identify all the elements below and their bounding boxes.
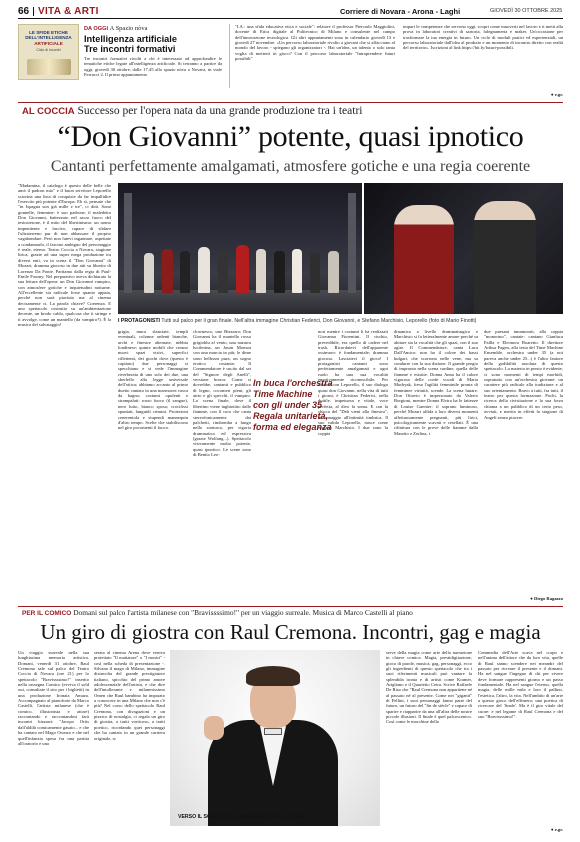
article1-headline: “Don Giovanni” potente, quasi ipnotico — [57, 120, 524, 153]
article1-signature: ● Diego Ragazzo — [530, 596, 563, 601]
stage-performer — [144, 253, 154, 293]
brief-image-line: LE SFIDE ETICHE — [29, 30, 68, 35]
page-number: 66 — [18, 6, 30, 17]
stage-performer — [292, 249, 302, 293]
pullquote-line: forma ed eleganza — [253, 422, 332, 432]
brief-image-art — [27, 59, 71, 75]
brief-image-sub: Ciclo di incontri — [36, 48, 61, 53]
issue-date: GIOVEDÌ 30 OTTOBRE 2025 — [490, 8, 563, 14]
article1-kicker-label: AL COCCIA — [22, 106, 75, 117]
article1-kicker — [22, 104, 562, 119]
singer-leporello — [474, 201, 536, 314]
article2-column-4: Commedia dell'Arte scava nel corpo e nell'anima dell'attore che da loro vita, quelle di Raul sanno scendere nei meandri del passato per ricreare il presente e il domani. Ha nel sangue l'ingegno di chi per vivere deve formare rappresenti giorno e un passo fondamentale. Ha nel sangue l'eterno, quella magia, delle mille mila e loro il pallino, l'estetica, l'altro, la vita. Nell'ambito di un'arte a questo gioco dell'effimero; una poetica di ricercare del 'finale'. Ma è il giro vitale del cuore: e nel legame di Raul Cremona e del suo "Bravissssimo!". — [478, 650, 563, 720]
article2-kicker-label: PER IL COMICO — [22, 610, 72, 617]
pullquote-line: Time Machine — [253, 389, 313, 399]
article2-signature: ● e.gr. — [550, 827, 563, 832]
stage-performer — [218, 249, 228, 293]
article1-caption — [118, 318, 563, 324]
caption-label: I PROTAGONISTI — [118, 318, 160, 324]
stage-performer — [256, 249, 266, 293]
cremona-caption — [178, 814, 378, 820]
article2-column-2: serata al cinema Arena dove veniva proiettato "Il mattatore" o "I mostri" - così nella scheda di presentazione -. Silvano il mago di Milano, immagine disinvolta del grande prestigiatore italiano, spicchio del primo amore adolescenziale dell'artista, e che dire dell'intollerante e milanesissimo Omen che Raul bambino ha imparato a conoscere in una Milano che non c'è più? Nel corso dello spettacolo Raul Cremona, con divagazioni e un pizzico di nostalgia, ci regala un giro di giostra, a tratti vorticoso, a tratti poetico, ricordando quei personaggi che ha cantato in un grande carriera originale, si — [94, 650, 165, 741]
brief-image — [18, 24, 79, 80]
performer-hand — [204, 716, 224, 740]
stage-performer — [180, 251, 190, 293]
article1-column-4: nori mentre i costumi li ha realizzati Giovanna Fiorentini. Il rischio, prevedibile, era quello di cadere nel trash. Ricordatevi dell'apparente ossimoro: è fondamentale; dramma giocoso. Lasciatecì il gioco! I protagonisti cantanti sono perfettamente amalgamati e ogni ruolo ha una sua vocalità emotivamente riconoscibile. Per rifinire con Leporello, il suo dialogo quasi don Giovanni, nella vita di tutti i giorni, è Christian Federici, nella duttile, impetuosa e vitale, voce perfetta, al divo la soma. E con la chicca del "Deh vieni alla finestra", un omaggio all'intimità timbrica. Il suo valida Leporello, nasce come Stefano Marchisio. I due sono la coppia — [318, 329, 388, 436]
article1-column-3: clownesco, uno Bizzarro; Don Giovanni ha il mantello rosso grigioblu al vento, una nazarra luciferina, un Jason Momoa con una marcia in più; le dime sono bellezza pura, un sogno erotico costante; Il Commendatore è uscito dal set del "Signore degli Anelli", versione horror. Come si dovrebbe, cantanti e pubblico di legno, cocomeri pieni, gli atrio e gli specchi, il vampiro. La scena finale, dove il libertino viene inghiottito dalle fiamme, con il coro che canta stereofonicamente dai palchetti, rimbomba a lungo nello stomaco, per vigoria drammatica ed espressiva (grazie Wolfang...). Spettacolo visivamente molto potente, quasi ipnotico. Le scene sono di Benito Leo- — [193, 329, 251, 457]
article1-column-2: grigia, mura slanciate, templi eventuali, colonne ardenti bianche, archi e finestre alternate, nebbia londinese; quinte mobili che creano nuovi spazi visivi, superfici riflettenti, dei giochi dove (questo è capitato) due personaggi si specchiano e si vede l'immagine riverberata di uno solo dei due, una sberleffo alla legge universale dell'ottica; abbiamo accanto al primo duetto cantato in una marmorea vasca da bagno; costumi opulenti e strampalati: rosso fuoco (il sangue), nero lutto, bianco sposo; crocifissi spuntati, languidi crimini. Proiezioni cenerentola e stupendi mannequin d'altro tempo. Scelte che stabiliscono nel giro pocomenti il fuoco. — [118, 329, 188, 431]
caption-text: Tutti sul palco per il gran finale. Nell'altra immagine Christian Federici, Don Giovanni, e Stefano Marchisio, Leporello (foto di Mario Finotti) — [161, 318, 477, 324]
cremona-photo — [170, 650, 380, 826]
brief-kicker-label: DA OGGI — [84, 26, 109, 32]
brief-title-line: Intelligenza artificiale — [84, 34, 177, 44]
brief-column-3: impari le competenze che servono oggi, scopri come muoverti nel lavoro e ti metti alla prova in laboratori creativi di sartoria, falegnameria e maker. Un'occasione per trasformare la tua energia in futuro. Un ciclo di moduli pratici ed esperienziali, un percorso laboratoriale dall'idea al prodotto e un momento di incontro diretto con realtà del territorio». Iscrizioni al link https://bit.ly/futuri-possibili. — [403, 24, 563, 51]
brief-kicker — [84, 25, 148, 32]
caption2-text: Lo spettacolo con Raul Cremona — [231, 814, 308, 820]
brief-column-2: "I.A.: una sfida educativa etica e sociale": relatore il professor Piercarlo Maggiolini, docente di Etica digitale al Politecnico di Milano e consulente nel campo dell'innovazione tecnologica. Gli altri appuntamenti sono in calendario giovedì 13 e giovedì 27 novembre. «Un percorso laboratoriale rivolto a giovani che si affacciano al mondo del lavoro - spiegano gli organizzatori -. Hai un'idea, un talento o solo tanta voglia di metterti in gioco? Con il percorso laboratoriale "Intraprendere futuri possibili" — [235, 24, 395, 62]
brief-title — [84, 34, 220, 55]
article1-rule — [18, 102, 563, 103]
stage-performer — [274, 251, 285, 293]
performer-bowtie — [264, 728, 282, 735]
stage-performer — [162, 249, 173, 293]
pullquote-line: con gli under 35 — [253, 400, 323, 410]
article2-headline: Un giro di giostra con Raul Cremona. Incontri, gag e magia — [40, 620, 541, 644]
brief-column-1: Tre incontri formativi rivolti a chi è interessato ad approfondire le tematiche etiche legate all'intelligenza artificiale. Si terranno a partire da oggi, giovedì 30 ottobre, dalle 17.45 allo spazio nòva a Novara, in viale Ferrucci 2. Il primo appuntamento — [84, 56, 222, 78]
stage-performer — [198, 247, 210, 293]
brief-image-line: ARTIFICIALE — [34, 40, 63, 46]
article1-column-1: "Madamina, il catalogo è questo delle belle che amò il padron mio" e il buon servitore Leporello sciorina una lista di conquiste da far impallidire l'esercito più potente d'Europa. Eh sì, pensate che "in Ispagna son già mille e tre", ci dirà. Sono gonnelle, femmine: è suo padrone, il maledetto Don Giovanni, battezzato nel sacro fuoco del testosterone, è il mito del libertinismo: un uomo impenitente e lascivo, capace di sfidare l'ultraterreno pur di non abbassare il proprio vagabondare. Però non fatevi ingannare, aspettate a condannarlo, il fascino ambiguo del personaggio è reale, eterno. Teatro Coccia a Novara, stagione lirica, grazie ad una super mega produzione tra diversi enti, va in scena il "Don Giovanni" di Mozart, dramma giocoso in due atti su libretto di Lorenzo Da Ponte. Partiamo dalla regia di Paul-Emile Fourny. Nel preparativo aveva dichiarato la sua lettura dell'opera: un Don Giovanni vampiro, con atmosfere gotiche e inquietudini notturne. All'eccellente sia radicale forse quanto appaia, perché non sarà piaciuto ma al cinema decisamente ci. La parola chiave? Coerenza. E uno spettacolo costruito su un'ambientazione decente, un brodo caldo, qualcosa che ti stringe e ti avvolge, come un mantello (da vampiro?). È la musica del salvataggio! — [18, 183, 111, 327]
brief-signature: ● e.gr. — [550, 92, 563, 97]
brief-image-title — [19, 25, 78, 46]
article1-kicker-text: Successo per l'opera nata da una grande produzione tra i teatri — [77, 105, 363, 117]
pullquote-line: Regala unitarietà, — [253, 411, 329, 421]
article2-kicker-text: Domani sul palco l'artista milanese con "Bravissssimo!" per un viaggio surreale. Musica di Marco Castelli al piano — [73, 608, 413, 617]
article1-column-6: due paesani innamorati, alla coppia "monorino", cantate: cantano Gianluca Failla e Eleonora Boaretto. Il direttore Arthur Fagen, alla testa del Time Machine Ensemble, orchestra under 35 (a noi pareva anche under 25...) è l'altro fautore della godibilità assoluta di questo spettacolo. La materia in presto è evidente, ci sono momenti di tempi morbidi, sopratutto con un'orchestra giovane: un carattere più radicale alla tradizione e al suo orientamento. Bravo a tutti, fra tutti, il teatro per questa formazione. Pochi, la ricerca della rivisitazione e la sua forza chiama a un pubblico di un certo peso, avviati, e merita in effetti la stagione di Angeli senza piacere. — [484, 329, 563, 420]
brief-kicker-rest: A Spazio nòva — [109, 25, 148, 32]
singers-photo — [364, 183, 563, 314]
brief-title-line: Tre incontri formativi — [84, 44, 176, 55]
brief-image-line: DELL'INTELLIGENZA — [25, 35, 72, 41]
article2-column-1: Un viaggio surreale nella sua lunghissima memoria artistica. Domani, venerdì 31 ottobre, Raul Cremona sale sul palco del Teatro Coccia di Novara (ore 21) per lo spettacolo "Bravissssimo!" inserito nella rassegna Comico (evviva il sold out, consultate il sito per i biglietti) in una produzione Ironaia Amaza. Accompagnato al pianoforte da Marco Castelli, l'artista milanese (che è comico, illusionista e attore) raccontando e raccontandosi farà incontri bizzarri: "Jacopo Ortis dall'aldilà comicamente gasato... e che ha cantato nel Mago Oronzo e che nel quell'infanzia spesa fra una partita all'oratorio e una — [18, 650, 89, 746]
caption2-label: VERSO IL SOLD OUT — [178, 814, 231, 820]
stage-column — [124, 193, 132, 293]
brief-divider — [229, 24, 230, 88]
stage-photo-floor — [118, 290, 362, 314]
section-name: VITA & ARTI — [38, 6, 99, 17]
performer-hair — [246, 666, 300, 686]
article1-subheadline: Cantanti perfettamente amalgamati, atmosfere gotiche e una regia coerente — [50, 158, 531, 175]
stage-performer — [236, 245, 249, 293]
article2-kicker — [22, 608, 567, 619]
section-divider — [33, 7, 34, 16]
article2-rule — [18, 606, 563, 607]
stage-performer — [328, 251, 339, 293]
article1-column-5: dinamica a livello drammaturgico e Marchisio si fa letteralmente amare perché sa abitare sia la vocalità che gli spazi, con il suo agire. Il Commendatore, canta Luca Dall'Amico: non ha il colore dei bassi bulgari, che scorrono nelle vene, ma sa condurre con la sua dizione. Il grande pregio di impronta nella scena cardine, quella delle fiamme e esistite. Donna Anna ha il calore vigoroso delle corde vocali di Maria Mudryak, fresa l'agilità femminile pronta di femminee virtuità, scende. La scena lunare. Don Ottavio è impersonato da Valerio Borgioni, mentre Donna Elvira ha le fattezze di Louise Guenter: il soprano luminoso, perché Mozart affida a loro diversi momenti affettuosamente pregnanti, più lirici, psicologicamente scavati e cesellati. È una rifinitura con le prove delle fiamme dalla Masetto e Zerlina, i — [394, 329, 478, 436]
stage-performer — [310, 253, 320, 293]
singer-don-giovanni — [394, 205, 454, 314]
pullquote-line: In buca l'orchestra — [253, 378, 333, 388]
header-rule — [18, 18, 563, 19]
stage-column — [348, 193, 356, 293]
article2-column-3: serve della magia come arte della narrazione in chiave comica. Magia, prestidigitazione, gioco di parole, musica, gag, personaggi, ecco gli ingredienti di questo spettacolo che tra i suoi riferimenti musicali può vantare la splendida ironia e di artisti come Kramer, Arigliano e il Quartetto Cetra. Scrive Raffaele De Riso che "Raul Cremona non appartiene né al passato né al presente. Come nei "giganti" di Fellini, i suoi personaggi fanno parte del futuro, un futuro del "fin de siècle" e capace di sparire e riapparire da una all'altra delle nostre piccole illusioni. Il finale è quel palcoscenico. Così come le macchine della — [386, 650, 472, 725]
newspaper-name: Corriere di Novara - Arona - Laghi — [340, 7, 461, 16]
stage-photo — [118, 183, 362, 314]
